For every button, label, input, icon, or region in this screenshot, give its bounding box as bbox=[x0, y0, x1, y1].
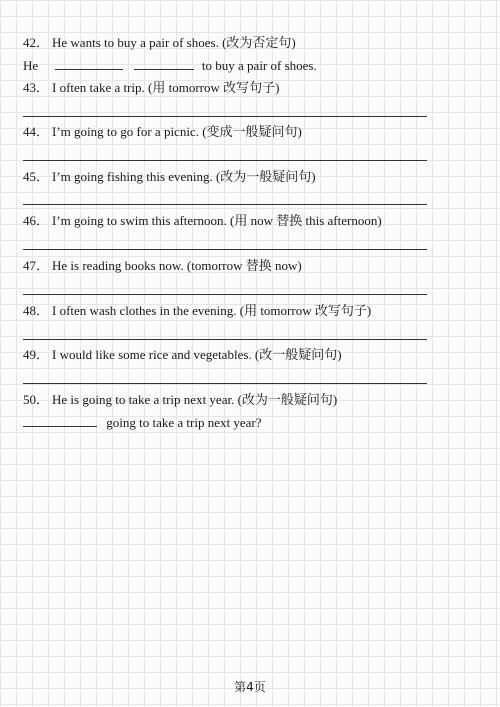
question-text: I’m going fishing this evening. (改为一般疑问句) bbox=[52, 169, 316, 184]
blank-2[interactable] bbox=[134, 57, 194, 70]
fill-start-text: He bbox=[23, 58, 39, 73]
question-48 bbox=[23, 303, 371, 319]
fill-row-50 bbox=[23, 414, 261, 431]
question-text: I often take a trip. (用 tomorrow 改写句子) bbox=[52, 80, 280, 95]
question-42 bbox=[23, 35, 296, 51]
answer-line-48[interactable] bbox=[23, 339, 427, 340]
answer-line-46[interactable] bbox=[23, 249, 427, 250]
answer-line-43[interactable] bbox=[23, 116, 427, 117]
blank-1[interactable] bbox=[23, 414, 97, 427]
question-text: He is going to take a trip next year. (改为一般疑问句) bbox=[52, 392, 338, 407]
question-text: He wants to buy a pair of shoes. (改为否定句) bbox=[52, 35, 296, 50]
question-number: 48． bbox=[23, 303, 50, 318]
question-text: I would like some rice and vegetables. (改一般疑问句) bbox=[52, 347, 342, 362]
question-text: I often wash clothes in the evening. (用 tomorrow 改写句子) bbox=[52, 303, 372, 318]
question-47 bbox=[23, 258, 302, 274]
question-number: 46． bbox=[23, 213, 50, 228]
question-text: I’m going to swim this afternoon. (用 now 替换 this afternoon) bbox=[52, 213, 382, 228]
answer-line-49[interactable] bbox=[23, 383, 427, 384]
question-text: I’m going to go for a picnic. (变成一般疑问句) bbox=[52, 124, 302, 139]
question-number: 44． bbox=[23, 124, 50, 139]
question-number: 45． bbox=[23, 169, 50, 184]
fill-end-text: to buy a pair of shoes. bbox=[201, 58, 317, 73]
answer-line-47[interactable] bbox=[23, 294, 427, 295]
question-44 bbox=[23, 124, 302, 140]
question-number: 47． bbox=[23, 258, 50, 273]
question-number: 49． bbox=[23, 347, 50, 362]
page-number: 第4页 bbox=[234, 680, 266, 694]
question-number: 43． bbox=[23, 80, 50, 95]
question-46 bbox=[23, 213, 382, 229]
question-number: 42． bbox=[23, 35, 50, 50]
question-number: 50． bbox=[23, 392, 50, 407]
question-text: He is reading books now. (tomorrow 替换 now) bbox=[52, 258, 302, 273]
answer-line-44[interactable] bbox=[23, 160, 427, 161]
fill-row-42 bbox=[23, 57, 317, 74]
answer-line-45[interactable] bbox=[23, 204, 427, 205]
blank-1[interactable] bbox=[55, 57, 123, 70]
question-43 bbox=[23, 80, 279, 96]
fill-end-text: going to take a trip next year? bbox=[106, 415, 262, 430]
question-45 bbox=[23, 169, 316, 185]
question-49 bbox=[23, 347, 342, 363]
question-50 bbox=[23, 392, 337, 408]
